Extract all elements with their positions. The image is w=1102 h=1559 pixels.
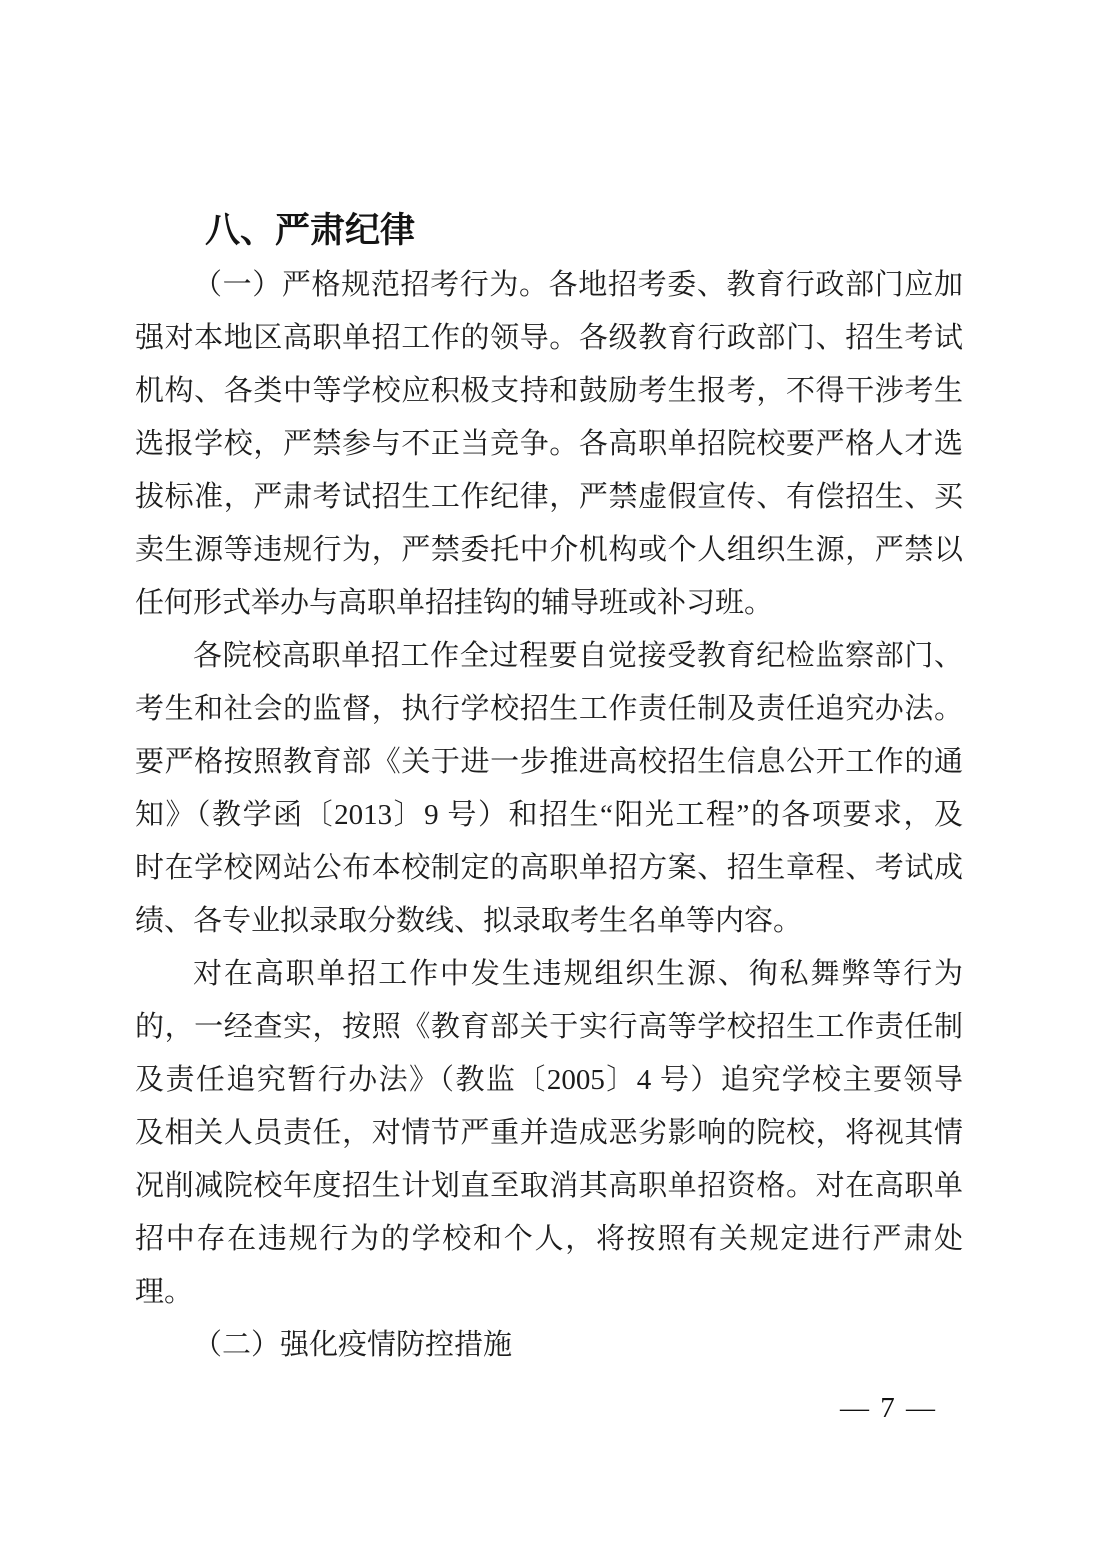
text-line: 要严格按照教育部《关于进一步推进高校招生信息公开工作的通 bbox=[135, 746, 963, 778]
page-number: — 7 — bbox=[840, 1392, 937, 1424]
text-line: 卖生源等违规行为，严禁委托中介机构或个人组织生源，严禁以 bbox=[135, 534, 963, 566]
text-line: （一）严格规范招考行为。各地招考委、教育行政部门应加 bbox=[193, 269, 963, 301]
text-line: 时在学校网站公布本校制定的高职单招方案、招生章程、考试成 bbox=[135, 852, 963, 884]
text-line: 选报学校，严禁参与不正当竞争。各高职单招院校要严格人才选 bbox=[135, 428, 963, 460]
text-line: 拔标准，严肃考试招生工作纪律，严禁虚假宣传、有偿招生、买 bbox=[135, 481, 963, 513]
text-line: 理。 bbox=[135, 1276, 194, 1308]
text-line: 对在高职单招工作中发生违规组织生源、徇私舞弊等行为 bbox=[193, 958, 963, 990]
text-line: 及相关人员责任，对情节严重并造成恶劣影响的院校，将视其情 bbox=[135, 1117, 963, 1149]
text-line: 各院校高职单招工作全过程要自觉接受教育纪检监察部门、 bbox=[193, 640, 963, 672]
text-line: 况削减院校年度招生计划直至取消其高职单招资格。对在高职单 bbox=[135, 1170, 963, 1202]
text-line: 强对本地区高职单招工作的领导。各级教育行政部门、招生考试 bbox=[135, 322, 963, 354]
text-line: 任何形式举办与高职单招挂钩的辅导班或补习班。 bbox=[135, 587, 774, 619]
text-line: 机构、各类中等学校应积极支持和鼓励考生报考，不得干涉考生 bbox=[135, 375, 963, 407]
section-heading: 八、严肃纪律 bbox=[205, 211, 416, 250]
text-line: 考生和社会的监督，执行学校招生工作责任制及责任追究办法。 bbox=[135, 693, 963, 725]
text-line: 的，一经查实，按照《教育部关于实行高等学校招生工作责任制 bbox=[135, 1011, 963, 1043]
text-line: 知》（教学函〔2013〕9 号）和招生“阳光工程”的各项要求，及 bbox=[135, 799, 963, 831]
document-body bbox=[135, 259, 963, 1372]
text-line: 绩、各专业拟录取分数线、拟录取考生名单等内容。 bbox=[135, 905, 803, 937]
text-line: （二）强化疫情防控措施 bbox=[193, 1329, 513, 1361]
text-line: 招中存在违规行为的学校和个人，将按照有关规定进行严肃处 bbox=[135, 1223, 963, 1255]
document-content bbox=[135, 203, 963, 1372]
text-line: 及责任追究暂行办法》（教监〔2005〕4 号）追究学校主要领导 bbox=[135, 1064, 963, 1096]
